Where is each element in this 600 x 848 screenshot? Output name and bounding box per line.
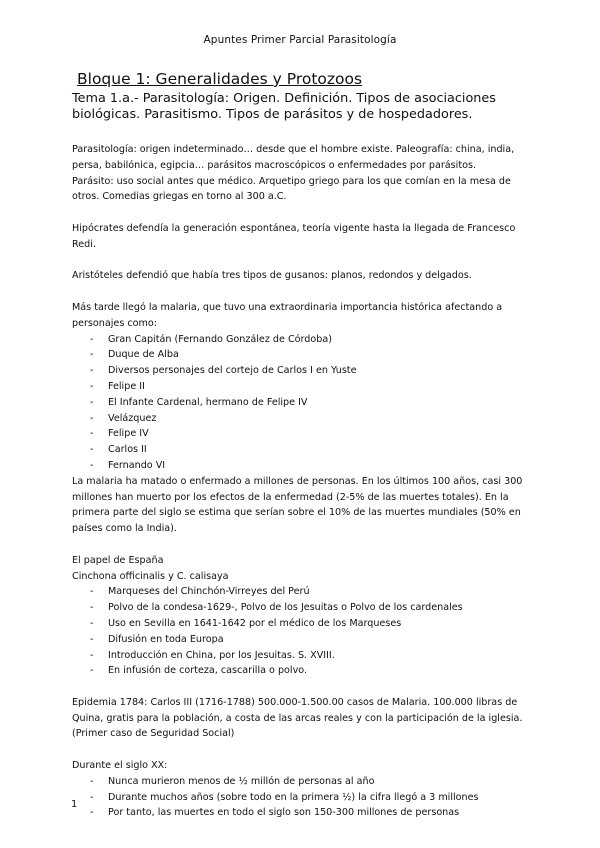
paragraph-parasito: Parásito: uso social antes que médico. Arquetipo griego para los que comían en la mesa de otros. Comedias griegas en torno al 300 a.C. — [72, 175, 511, 203]
bloque-title: Bloque 1: Generalidades y Protozoos — [77, 70, 363, 88]
list-item: - Carlos II — [72, 442, 534, 458]
paragraph-malaria-intro: Más tarde llegó la malaria, que tuvo una extraordinaria importancia histórica afectando a personajes como: — [72, 301, 503, 329]
page-number: 1 — [71, 799, 78, 810]
list-personajes — [72, 332, 534, 474]
list-siglo-xx — [72, 774, 534, 821]
list-item: - Durante muchos años (sobre todo en la primera ½) la cifra llegó a 3 millones — [72, 790, 534, 806]
paragraph-siglo-xx: Durante el siglo XX: — [72, 760, 168, 772]
list-item: - Marqueses del Chinchón-Virreyes del Perú — [72, 584, 534, 600]
paragraph-origen: Parasitología: origen indeterminado… desde que el hombre existe. Paleografía: china, india, persa, babilónica, egipcia… parásitos macroscópicos o enfermedades por parásitos. — [72, 144, 515, 171]
document-body — [72, 70, 534, 821]
tema-title: Tema 1.a.- Parasitología: Origen. Definición. Tipos de asociaciones biológicas. Parasitismo. Tipos de parásitos y de hospedadores. — [72, 91, 496, 122]
list-item: - Fernando VI — [72, 458, 534, 474]
list-item: - Nunca murieron menos de ½ millón de personas al año — [72, 774, 534, 790]
paragraph-cinchona: Cinchona officinalis y C. calisaya — [72, 570, 229, 582]
list-item: - Introducción en China, por los Jesuitas. S. XVIII. — [72, 648, 534, 664]
list-item: - Duque de Alba — [72, 347, 534, 363]
list-item: - Felipe IV — [72, 426, 534, 442]
paragraph-aristoteles: Aristóteles defendió que había tres tipos de gusanos: planos, redondos y delgados. — [72, 270, 472, 282]
list-item: - Polvo de la condesa-1629-, Polvo de los Jesuitas o Polvo de los cardenales — [72, 600, 534, 616]
list-item: - Felipe II — [72, 379, 534, 395]
list-item: - En infusión de corteza, cascarilla o polvo. — [72, 663, 534, 679]
list-item: - Difusión en toda Europa — [72, 632, 534, 648]
list-item: - Uso en Sevilla en 1641-1642 por el médico de los Marqueses — [72, 616, 534, 632]
list-item: - Por tanto, las muertes en todo el siglo son 150-300 millones de personas — [72, 805, 534, 821]
paragraph-epidemia-1784: Epidemia 1784: Carlos III (1716-1788) 500.000-1.500.00 casos de Malaria. 100.000 libras de Quina, gratis para la población, a costa de las arcas reales y con la participación de la iglesia. (Primer caso de Seguridad Social) — [72, 696, 523, 740]
paragraph-malaria-muertes: La malaria ha matado o enfermado a millones de personas. En los últimos 100 años, casi 300 millones han muerto por los efectos de la enfermedad (2-5% de las muertes totales). En la primera parte del siglo se estima que serían sobre el 10% de las muertes mundiales (50% en países como la India). — [72, 475, 523, 535]
paragraph-hipocrates: Hipócrates defendía la generación espontánea, teoría vigente hasta la llegada de Francesco Redi. — [72, 222, 516, 250]
list-item: - Velázquez — [72, 411, 534, 427]
list-cinchona — [72, 584, 534, 679]
list-item: - El Infante Cardenal, hermano de Felipe IV — [72, 395, 534, 411]
list-item: - Diversos personajes del cortejo de Carlos I en Yuste — [72, 363, 534, 379]
paragraph-papel-espana: El papel de España — [72, 554, 164, 566]
list-item: - Gran Capitán (Fernando González de Córdoba) — [72, 332, 534, 348]
page-header: Apuntes Primer Parcial Parasitología — [203, 34, 397, 46]
